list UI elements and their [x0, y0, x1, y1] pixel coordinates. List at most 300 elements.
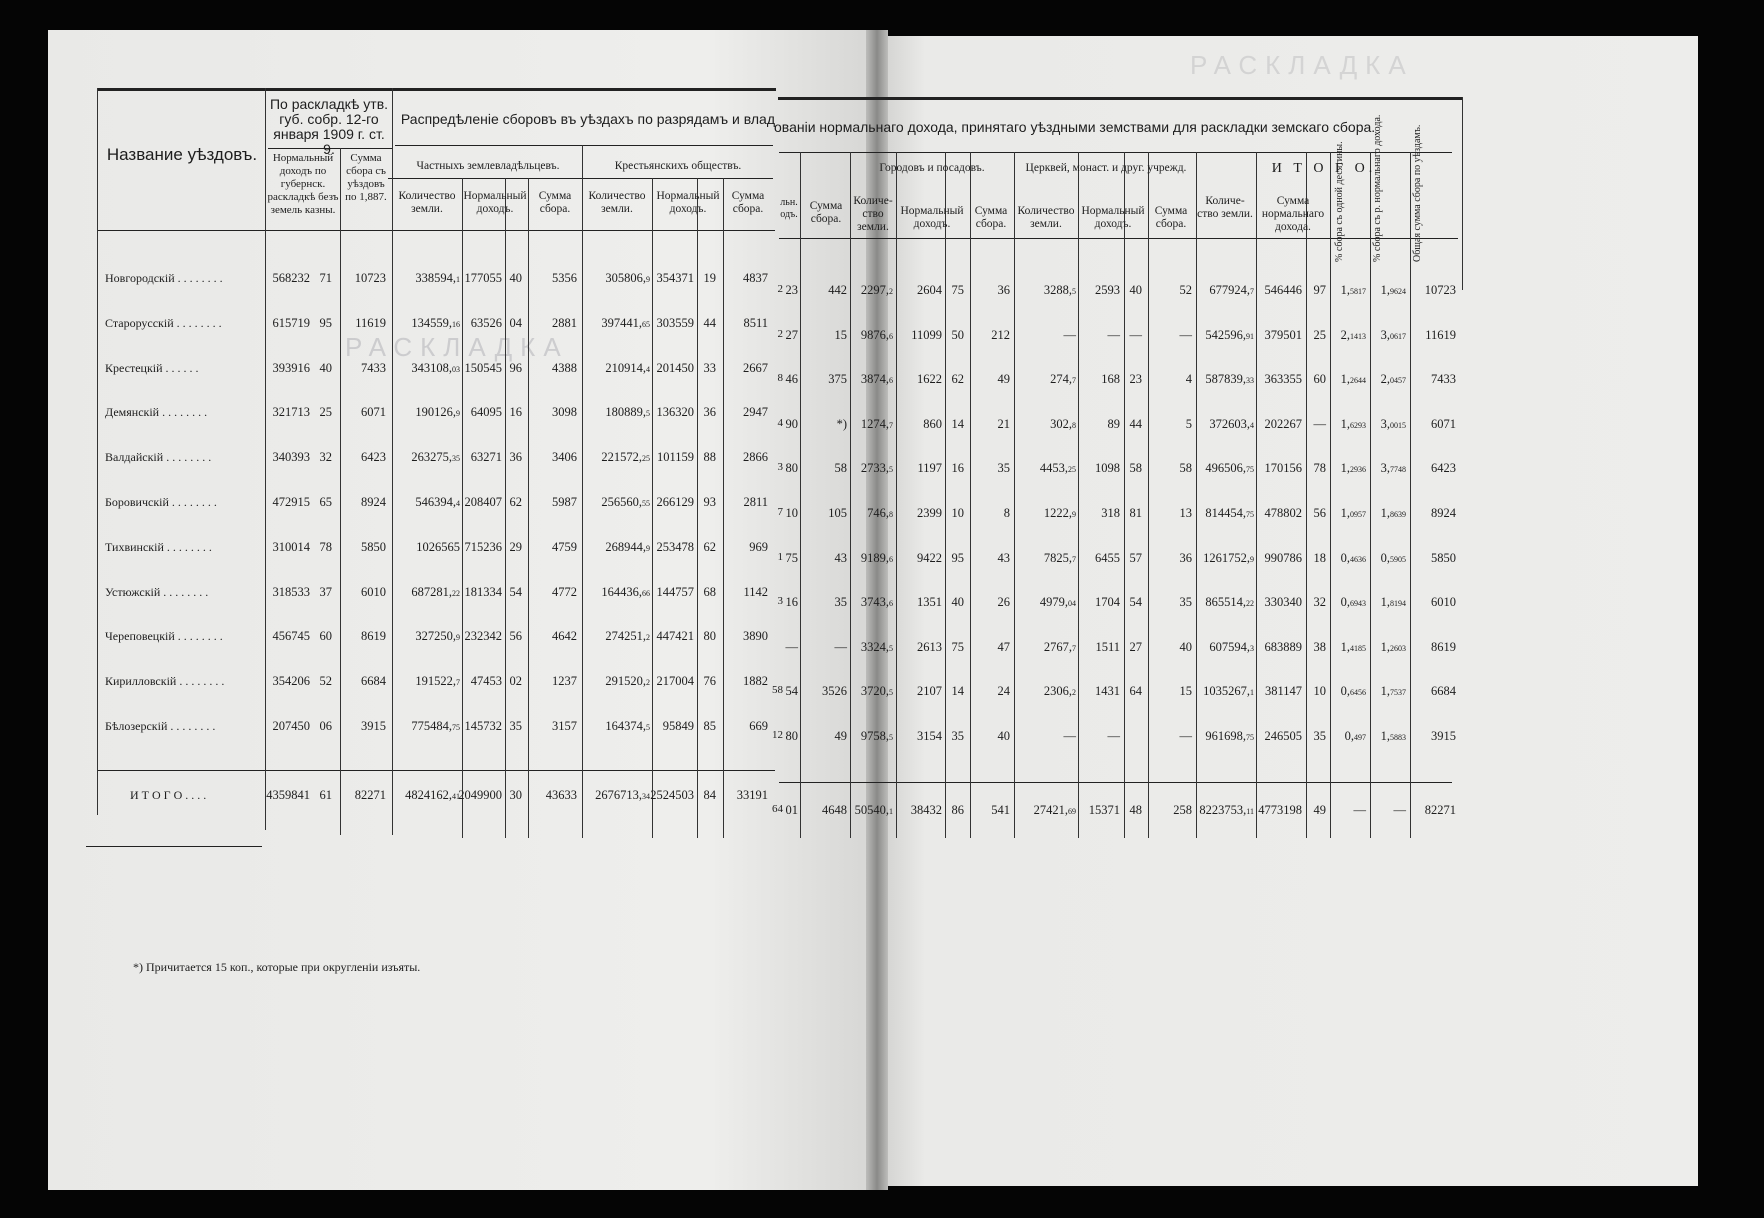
district-name: Череповецкій . . . . . . . . — [105, 629, 223, 644]
cell-peasant-kop: 33 — [703, 360, 716, 375]
cell-total-kop: 78 — [1313, 461, 1326, 476]
table-rule — [779, 782, 1452, 783]
cell-peasant-kop: 85 — [703, 719, 716, 733]
cell-peasant-land: 180889,5 — [605, 405, 650, 420]
cell-cut-b: 46 — [785, 372, 798, 387]
sub-header-income: Нормальный доходъ. — [463, 190, 527, 215]
cell-private-kop: 54 — [509, 584, 522, 599]
cell-private-kop: 35 — [509, 719, 522, 733]
cell-cut-a: 8 — [777, 372, 783, 385]
cell-church-sum: — — [1179, 729, 1192, 743]
sub-header-land: Количество земли. — [398, 190, 456, 215]
cell-private-kop: 30 — [509, 788, 522, 802]
cell-private-sum: 4388 — [552, 360, 577, 375]
cell-pct-income: 1,9624 — [1380, 283, 1406, 297]
cell-total-income: 546446 — [1264, 283, 1302, 297]
cell-prev-kop: 60 — [319, 629, 332, 644]
cell-church-land: 3288,5 — [1043, 283, 1076, 297]
cell-prev-kop: 65 — [319, 495, 332, 509]
cell-total-sum: 6684 — [1431, 684, 1456, 699]
cell-total-income: 683889 — [1264, 639, 1302, 654]
cell-church-sum: 36 — [1179, 550, 1192, 565]
cell-peasant-land: 221572,25 — [601, 450, 650, 465]
cell-church-land: 4453,25 — [1039, 461, 1076, 476]
table-rule — [1256, 152, 1257, 838]
group-header-churches: Церквей, монаст. и друг. учрежд. — [1025, 162, 1187, 174]
cell-total-kop: 97 — [1313, 283, 1326, 297]
cell-church-kop: 64 — [1129, 684, 1142, 699]
cell-cut-b: 01 — [785, 803, 798, 817]
cell-private-sum: 3098 — [552, 405, 577, 420]
cell-towns-income: 9422 — [917, 550, 942, 565]
cell-private-income: 208407 — [464, 495, 502, 509]
cell-peasant-kop: 93 — [703, 495, 716, 509]
cell-prev-income: 568232 — [272, 271, 310, 285]
cell-total-sum: 8924 — [1431, 506, 1456, 520]
cell-prev-kop: 78 — [319, 539, 332, 554]
cell-church-sum: 40 — [1179, 639, 1192, 654]
district-name: Тихвинскій . . . . . . . . — [105, 539, 212, 554]
cell-prev-sum: 11619 — [355, 315, 386, 330]
table-rule — [462, 178, 463, 838]
cell-church-income: 1098 — [1095, 461, 1120, 476]
cell-prev-income: 472915 — [272, 495, 310, 509]
cell-peasant-land: 210914,4 — [605, 360, 650, 375]
cell-cut-sum: — — [834, 639, 847, 654]
cell-total-income: 202267 — [1264, 416, 1302, 431]
group-header-total: И Т О Г О. — [1271, 161, 1377, 176]
cell-church-sum: 4 — [1185, 372, 1192, 387]
cell-cut-b: 54 — [785, 684, 798, 699]
cell-peasant-income: 217004 — [656, 674, 694, 689]
cell-prev-kop: 52 — [319, 674, 332, 689]
cell-peasant-sum: 2811 — [743, 495, 768, 509]
district-name: Валдайскій . . . . . . . . — [105, 450, 212, 465]
col-header-prev-sum: Сумма сбора съ уѣздовъ по 1,887. — [345, 152, 387, 203]
cell-peasant-income: 447421 — [656, 629, 694, 644]
cell-church-kop: 81 — [1129, 506, 1142, 520]
cell-total-kop: 38 — [1313, 639, 1326, 654]
cell-towns-kop: 50 — [951, 327, 964, 342]
cell-prev-sum: 6010 — [361, 584, 386, 599]
cell-total-kop: 25 — [1313, 327, 1326, 342]
table-rule — [945, 152, 946, 838]
sub-header-pct1: % сбора съ одной десятины. — [1334, 141, 1345, 262]
cell-cut-b: 75 — [785, 550, 798, 565]
cell-private-land: 1026565 — [416, 539, 460, 554]
cell-private-kop: 29 — [509, 539, 522, 554]
cell-pct-desyatina: — — [1353, 803, 1366, 817]
cell-peasant-income: 354371 — [656, 271, 694, 285]
cell-pct-desyatina: 1,5817 — [1340, 283, 1366, 297]
cell-towns-kop: 95 — [951, 550, 964, 565]
district-name: Бѣлозерскій . . . . . . . . — [105, 719, 216, 733]
cell-church-income: 318 — [1101, 506, 1120, 520]
sub-header-total-sum: Общая сумма сбора по уѣздамъ. — [1412, 124, 1423, 262]
cell-total-income: 478802 — [1264, 506, 1302, 520]
sub-header-sum: Сумма сбора. — [1154, 205, 1188, 230]
table-rule — [850, 152, 851, 838]
cell-private-income: 181334 — [464, 584, 502, 599]
cell-towns-income: 1351 — [917, 595, 942, 610]
table-rule — [97, 88, 98, 815]
cell-prev-kop: 40 — [319, 360, 332, 375]
cell-total-land: 607594,3 — [1209, 639, 1254, 654]
cell-prev-income: 310014 — [272, 539, 310, 554]
table-rule — [1330, 152, 1331, 838]
cell-church-sum: 258 — [1173, 803, 1192, 817]
cell-total-land: 677924,7 — [1209, 283, 1254, 297]
cell-peasant-kop: 44 — [703, 315, 716, 330]
cell-towns-income: 860 — [923, 416, 942, 431]
sub-header-pct2: % сбора съ р. нормальнаго дохода. — [1372, 114, 1383, 262]
cell-peasant-sum: 33191 — [736, 788, 768, 802]
district-name: Боровичскій . . . . . . . . — [105, 495, 217, 509]
cell-private-sum: 2881 — [552, 315, 577, 330]
cell-cut-b: — — [785, 639, 798, 654]
cell-church-kop: 44 — [1129, 416, 1142, 431]
cell-pct-income: 3,0617 — [1380, 327, 1406, 342]
cell-peasant-sum: 8511 — [743, 315, 768, 330]
cell-cut-sum: 3526 — [822, 684, 847, 699]
cell-total-land: 961698,75 — [1205, 729, 1254, 743]
cell-towns-land: 1274,7 — [860, 416, 893, 431]
cell-peasant-land: 2676713,34 — [595, 788, 650, 802]
cell-peasant-land: 268944,9 — [605, 539, 650, 554]
cell-private-sum: 4772 — [552, 584, 577, 599]
cell-total-income: 4773198 — [1258, 803, 1302, 817]
cell-total-income: 381147 — [1264, 684, 1302, 699]
cell-cut-b: 23 — [785, 283, 798, 297]
cell-peasant-income: 303559 — [656, 315, 694, 330]
cell-pct-income: 1,2603 — [1380, 639, 1406, 654]
cell-private-sum: 3406 — [552, 450, 577, 465]
district-name: И Т О Г О . . . . — [130, 788, 207, 802]
cell-towns-land: 2297,2 — [860, 283, 893, 297]
table-rule — [97, 88, 776, 91]
cell-prev-income: 318533 — [272, 584, 310, 599]
cell-church-sum: 5 — [1185, 416, 1192, 431]
cell-total-land: 8223753,11 — [1199, 803, 1254, 817]
cell-church-income: — — [1107, 327, 1120, 342]
table-rule — [388, 178, 773, 179]
sub-header-land: Количе-ство земли. — [853, 195, 893, 233]
bleed-through-title-right: РАСКЛАДКА — [1190, 50, 1414, 80]
cell-peasant-kop: 84 — [703, 788, 716, 802]
cell-peasant-kop: 80 — [703, 629, 716, 644]
sub-header-income: Нормальный доходъ. — [900, 205, 964, 230]
cell-cut-sum: 442 — [828, 283, 847, 297]
cell-cut-sum: 58 — [834, 461, 847, 476]
cell-prev-sum: 6071 — [361, 405, 386, 420]
cell-pct-income: 1,8194 — [1380, 595, 1406, 610]
cell-prev-sum: 7433 — [361, 360, 386, 375]
cell-cut-a: 3 — [777, 595, 783, 608]
cell-peasant-sum: 969 — [749, 539, 768, 554]
cell-cut-a: 7 — [777, 506, 783, 518]
cell-cut-sum: *) — [836, 416, 847, 431]
sub-header-land: Количество земли. — [1017, 205, 1075, 230]
cell-private-income: 232342 — [464, 629, 502, 644]
cell-total-kop: 49 — [1313, 803, 1326, 817]
distribution-header-left: Распредѣленіе сборовъ въ уѣздахъ по разрядамъ и влад — [400, 111, 775, 127]
district-name: Демянскій . . . . . . . . — [105, 405, 208, 420]
cell-private-land: 687281,22 — [411, 584, 460, 599]
cell-total-land: 587839,33 — [1205, 372, 1254, 387]
cell-prev-income: 393916 — [272, 360, 310, 375]
cell-prev-income: 207450 — [272, 719, 310, 733]
group-header-towns: Городовъ и посадовъ. — [879, 162, 985, 174]
cell-towns-kop: 14 — [951, 416, 964, 431]
table-rule — [1014, 152, 1015, 838]
cell-cut-a: 2 — [777, 283, 783, 295]
cell-peasant-land: 164374,5 — [605, 719, 650, 733]
cell-peasant-sum: 2667 — [743, 360, 768, 375]
table-rule — [97, 770, 775, 771]
cell-church-kop: 57 — [1129, 550, 1142, 565]
cell-towns-kop: 62 — [951, 372, 964, 387]
cell-peasant-sum: 669 — [749, 719, 768, 733]
cell-private-land: 191522,7 — [415, 674, 460, 689]
cell-towns-sum: 21 — [997, 416, 1010, 431]
cell-church-income: 1704 — [1095, 595, 1120, 610]
cell-church-kop: 23 — [1129, 372, 1142, 387]
table-rule — [265, 88, 266, 830]
cell-church-sum: 35 — [1179, 595, 1192, 610]
cell-prev-income: 456745 — [272, 629, 310, 644]
district-name: Старорусскій . . . . . . . . — [105, 315, 222, 330]
cell-church-sum: — — [1179, 327, 1192, 342]
table-rule — [1370, 152, 1371, 838]
cell-peasant-sum: 2947 — [743, 405, 768, 420]
bleed-through-title: РАСКЛАДКА — [345, 332, 569, 362]
cell-towns-land: 746,8 — [867, 506, 893, 520]
cell-total-sum: 8619 — [1431, 639, 1456, 654]
cell-pct-income: 2,0457 — [1380, 372, 1406, 387]
cell-private-kop: 96 — [509, 360, 522, 375]
table-rule — [1196, 152, 1197, 838]
cell-towns-land: 50540,1 — [854, 803, 893, 817]
cell-peasant-kop: 36 — [703, 405, 716, 420]
cell-cut-a: 3 — [777, 461, 783, 474]
cell-towns-land: 3743,6 — [860, 595, 893, 610]
cell-prev-sum: 10723 — [354, 271, 386, 285]
cell-towns-income: 3154 — [917, 729, 942, 743]
cell-pct-desyatina: 1,6293 — [1340, 416, 1366, 431]
cell-towns-sum: 212 — [991, 327, 1010, 342]
table-rule — [1410, 152, 1411, 838]
cell-private-kop: 56 — [509, 629, 522, 644]
cell-towns-income: 1622 — [917, 372, 942, 387]
cell-total-income: 363355 — [1264, 372, 1302, 387]
group-header-peasant: Крестьянскихъ обществъ. — [614, 160, 742, 172]
cell-total-sum: 3915 — [1431, 729, 1456, 743]
cell-cut-a: 2 — [777, 327, 783, 340]
cell-cut-a: 1 — [777, 550, 783, 563]
cell-peasant-income: 136320 — [656, 405, 694, 420]
col-header-prev: По раскладкѣ утв. губ. собр. 12-го января 1909 г. ст. 9. — [269, 96, 389, 157]
sub-header-cut: льн. одъ. — [780, 197, 798, 220]
cell-cut-b: 80 — [785, 461, 798, 476]
cell-church-income: — — [1107, 729, 1120, 743]
cell-cut-b: 80 — [785, 729, 798, 743]
cell-private-sum: 43633 — [545, 788, 577, 802]
cell-total-income: 246505 — [1264, 729, 1302, 743]
cell-peasant-income: 201450 — [656, 360, 694, 375]
cell-church-land: 7825,7 — [1043, 550, 1076, 565]
cell-private-sum: 3157 — [552, 719, 577, 733]
cell-prev-kop: 37 — [319, 584, 332, 599]
cell-peasant-land: 291520,2 — [605, 674, 650, 689]
cell-peasant-land: 274251,2 — [605, 629, 650, 644]
cell-pct-desyatina: 1,4185 — [1340, 639, 1366, 654]
cell-peasant-land: 164436,66 — [601, 584, 650, 599]
cell-church-income: 15371 — [1088, 803, 1120, 817]
cell-total-sum: 6423 — [1431, 461, 1456, 476]
table-rule — [896, 152, 897, 838]
cell-peasant-income: 253478 — [656, 539, 694, 554]
cell-prev-income: 354206 — [272, 674, 310, 689]
cell-total-sum: 82271 — [1424, 803, 1456, 817]
cell-prev-kop: 95 — [319, 315, 332, 330]
cell-private-kop: 36 — [509, 450, 522, 465]
cell-towns-land: 3720,5 — [860, 684, 893, 699]
cell-pct-income: 1,7537 — [1380, 684, 1406, 699]
table-rule — [778, 97, 1462, 100]
cell-private-sum: 5356 — [552, 271, 577, 285]
cell-church-land: 4979,04 — [1039, 595, 1076, 610]
cell-private-income: 150545 — [464, 360, 502, 375]
district-name: Крестецкій . . . . . . — [105, 360, 199, 375]
table-rule — [697, 178, 698, 838]
cell-towns-sum: 35 — [997, 461, 1010, 476]
cell-church-kop: 48 — [1129, 803, 1142, 817]
distribution-header-right: ованіи нормальнаго дохода, принятаго уѣздными земствами для раскладки земскаго сбора. — [774, 119, 1376, 135]
cell-peasant-kop: 68 — [703, 584, 716, 599]
cell-peasant-land: 397441,65 — [601, 315, 650, 330]
cell-peasant-income: 266129 — [656, 495, 694, 509]
cell-peasant-income: 95849 — [662, 719, 694, 733]
cell-towns-sum: 36 — [997, 283, 1010, 297]
cell-private-sum: 1237 — [552, 674, 577, 689]
district-name: Кирилловскій . . . . . . . . — [105, 674, 225, 689]
footnote: *) Причитается 15 коп., которые при округленіи изъяты. — [133, 960, 421, 974]
cell-towns-kop: 86 — [951, 803, 964, 817]
sub-header-income: Нормальный доходъ. — [1081, 205, 1145, 230]
cell-pct-income: 3,0015 — [1380, 416, 1406, 431]
cell-peasant-kop: 88 — [703, 450, 716, 465]
cell-prev-sum: 5850 — [361, 539, 386, 554]
cell-pct-income: 3,7748 — [1380, 461, 1406, 476]
table-rule — [582, 178, 583, 838]
cell-cut-sum: 4648 — [822, 803, 847, 817]
cell-church-land: 27421,69 — [1033, 803, 1076, 817]
table-rule — [340, 148, 341, 835]
cell-peasant-kop: 19 — [703, 271, 716, 285]
cell-cut-sum: 15 — [834, 327, 847, 342]
cell-pct-desyatina: 2,1413 — [1340, 327, 1366, 342]
cell-towns-income: 1197 — [917, 461, 942, 476]
table-rule — [528, 178, 529, 838]
cell-cut-b: 10 — [785, 506, 798, 520]
cell-pct-income: 0,5905 — [1380, 550, 1406, 565]
cell-peasant-sum: 2866 — [743, 450, 768, 465]
cell-total-land: 865514,22 — [1205, 595, 1254, 610]
cell-prev-sum: 6684 — [361, 674, 386, 689]
sub-header-sum: Сумма сбора. — [538, 190, 572, 215]
cell-cut-a: 4 — [777, 416, 783, 429]
cell-total-sum: 5850 — [1431, 550, 1456, 565]
table-rule — [505, 178, 506, 838]
table-rule — [1148, 152, 1149, 838]
cell-peasant-sum: 1882 — [743, 674, 768, 689]
cell-church-income: 168 — [1101, 372, 1120, 387]
cell-total-land: 542596,91 — [1205, 327, 1254, 342]
group-header-private: Частныхъ землевладѣльцевъ. — [416, 160, 560, 172]
cell-peasant-sum: 4837 — [743, 271, 768, 285]
cell-towns-income: 2604 — [917, 283, 942, 297]
cell-peasant-income: 144757 — [656, 584, 694, 599]
cell-private-kop: 62 — [509, 495, 522, 509]
cell-towns-kop: 16 — [951, 461, 964, 476]
cell-towns-land: 3874,6 — [860, 372, 893, 387]
cell-prev-sum: 6423 — [361, 450, 386, 465]
cell-total-kop: 60 — [1313, 372, 1326, 387]
cell-towns-land: 9189,6 — [860, 550, 893, 565]
sub-header-sum: Сумма сбора. — [731, 190, 765, 215]
cell-church-kop: 58 — [1129, 461, 1142, 476]
cell-peasant-kop: 62 — [703, 539, 716, 554]
cell-cut-b: 16 — [785, 595, 798, 610]
cell-towns-sum: 26 — [997, 595, 1010, 610]
cell-prev-sum: 82271 — [354, 788, 386, 802]
cell-church-income: 1431 — [1095, 684, 1120, 699]
cell-prev-income: 321713 — [272, 405, 310, 420]
cell-towns-income: 2613 — [917, 639, 942, 654]
cell-total-sum: 11619 — [1425, 327, 1456, 342]
cell-private-income: 63271 — [470, 450, 502, 465]
cell-private-income: 2049900 — [458, 788, 502, 802]
cell-pct-income: 1,8639 — [1380, 506, 1406, 520]
cell-total-sum: 7433 — [1431, 372, 1456, 387]
cell-towns-land: 9876,6 — [860, 327, 893, 342]
cell-church-income: 89 — [1107, 416, 1120, 431]
cell-prev-kop: 71 — [319, 271, 332, 285]
cell-private-kop: 40 — [509, 271, 522, 285]
cell-private-land: 4824162,41 — [405, 788, 460, 802]
cell-total-income: 990786 — [1264, 550, 1302, 565]
cell-private-land: 327250,9 — [415, 629, 460, 644]
cell-church-land: — — [1063, 327, 1076, 342]
cell-towns-kop: 40 — [951, 595, 964, 610]
cell-total-income: 379501 — [1264, 327, 1302, 342]
cell-private-income: 64095 — [470, 405, 502, 420]
cell-total-land: 1035267,1 — [1203, 684, 1254, 699]
cell-peasant-sum: 3890 — [743, 629, 768, 644]
cell-cut-b: 27 — [785, 327, 798, 342]
sub-header-income: Нормальный доходъ. — [656, 190, 720, 215]
cell-towns-income: 2107 — [917, 684, 942, 699]
cell-towns-sum: 47 — [997, 639, 1010, 654]
cell-towns-sum: 43 — [997, 550, 1010, 565]
cell-cut-sum: 105 — [828, 506, 847, 520]
cell-peasant-sum: 1142 — [743, 584, 768, 599]
cell-peasant-income: 2524503 — [650, 788, 694, 802]
cell-cut-sum: 375 — [828, 372, 847, 387]
table-rule — [1462, 97, 1463, 290]
cell-total-land: 1261752,9 — [1203, 550, 1254, 565]
cell-total-kop: 32 — [1313, 595, 1326, 610]
